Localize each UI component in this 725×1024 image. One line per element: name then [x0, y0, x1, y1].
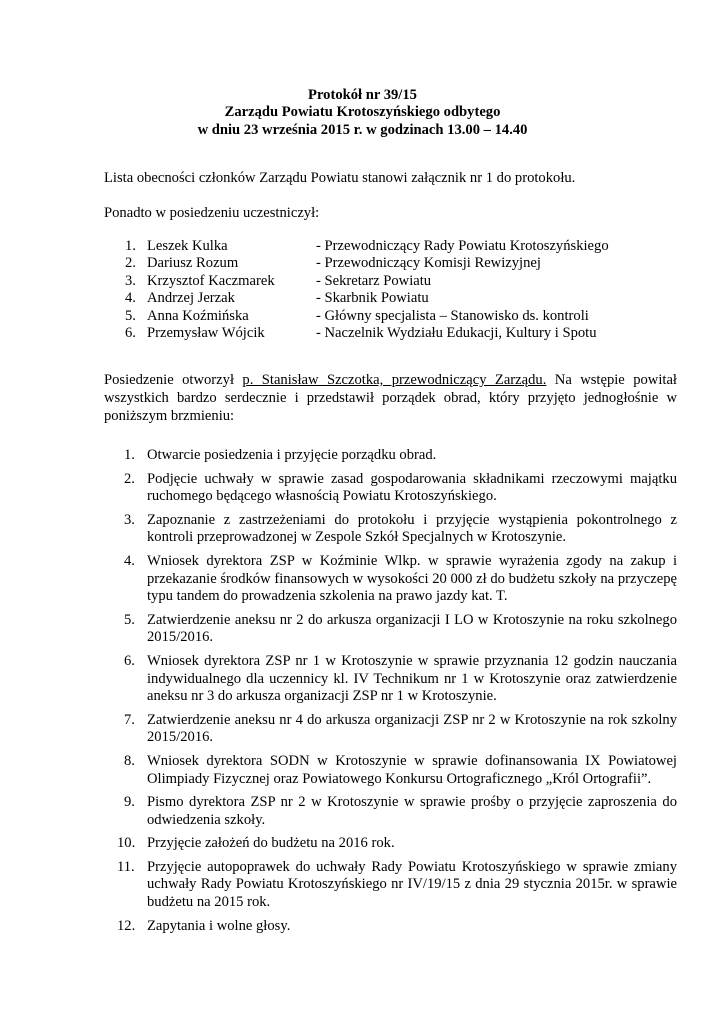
participant-row [104, 308, 677, 325]
participant-role: - Przewodniczący Komisji Rewizyjnej [316, 255, 541, 272]
participant-role: - Skarbnik Powiatu [316, 290, 429, 307]
participant-number: 5. [125, 307, 136, 324]
participant-number: 1. [125, 238, 136, 254]
agenda-text: Podjęcie uchwały w sprawie zasad gospodarowania składnikami rzeczowymi majątku ruchomego będącego własnością Powiatu Krotoszyńskiego. [147, 470, 677, 505]
agenda-text: Wniosek dyrektora ZSP nr 1 w Krotoszynie w sprawie przyznania 12 godzin nauczania indywidualnego dla uczennicy kl. IV Technikum nr 1 w Krotoszynie oraz zatwierdzenie aneksu nr 3 do arkusza organizacji ZSP nr 1 w Krotoszynie. [147, 652, 677, 705]
agenda-text: Przyjęcie autopoprawek do uchwały Rady Powiatu Krotoszyńskiego w sprawie zmiany uchwały Rady Powiatu Krotoszyńskiego nr IV/19/15 z dnia 29 stycznia 2015r. w sprawie budżetu na 2015 rok. [147, 858, 677, 911]
agenda-number: 2. [124, 470, 135, 487]
participant-name: Przemysław Wójcik [147, 324, 265, 341]
agenda-number: 8. [124, 752, 135, 769]
document-title [0, 87, 725, 139]
participants-list [104, 238, 677, 342]
agenda-item [104, 612, 677, 647]
agenda-number: 7. [124, 711, 135, 728]
participant-name: Dariusz Rozum [147, 255, 239, 272]
agenda-text: Zapytania i wolne głosy. [147, 917, 291, 934]
participant-row [104, 273, 677, 290]
agenda-text: Otwarcie posiedzenia i przyjęcie porządku obrad. [147, 447, 437, 463]
participant-role: - Główny specjalista – Stanowisko ds. kontroli [316, 307, 589, 324]
agenda-list [104, 447, 677, 941]
participant-name: Anna Koźmińska [147, 307, 249, 324]
title-line-3: w dniu 23 września 2015 r. w godzinach 13.00 – 14.40 [197, 121, 528, 138]
opening-text-pre: Posiedzenie otworzył [104, 372, 243, 388]
attendance-note: Lista obecności członków Zarządu Powiatu stanowi załącznik nr 1 do protokołu. [104, 170, 576, 186]
agenda-item [104, 553, 677, 606]
agenda-item [104, 835, 677, 853]
title-line-2: Zarządu Powiatu Krotoszyńskiego odbytego [224, 104, 501, 121]
agenda-number: 10. [117, 835, 136, 852]
agenda-item [104, 859, 677, 912]
opening-text-post: Na wstępie powitał wszystkich bardzo serdecznie i przedstawił porządek obrad, który przyjęto jednogłośnie w poniższym brzmieniu: [104, 372, 677, 424]
participant-number: 6. [125, 324, 136, 341]
participant-role: - Naczelnik Wydziału Edukacji, Kultury i Spotu [316, 324, 597, 341]
participant-number: 2. [125, 255, 136, 272]
agenda-item [104, 753, 677, 788]
agenda-item [104, 712, 677, 747]
agenda-number: 3. [124, 511, 135, 528]
chairman-name: p. Stanisław Szczotka, przewodniczący Zarządu. [242, 372, 547, 388]
title-line-1: Protokół nr 39/15 [308, 87, 417, 103]
agenda-text: Pismo dyrektora ZSP nr 2 w Krotoszynie w sprawie prośby o przyjęcie zaproszenia do odwiedzenia szkoły. [147, 794, 677, 828]
agenda-number: 12. [117, 917, 136, 934]
participant-row [104, 238, 677, 255]
agenda-text: Zapoznanie z zastrzeżeniami do protokołu i przyjęcie wystąpienia pokontrolnego z kontroli przeprowadzonej w Zespole Szkół Specjalnych w Krotoszynie. [147, 511, 677, 546]
agenda-item [104, 447, 677, 465]
participant-role: - Sekretarz Powiatu [316, 272, 432, 289]
participant-row [104, 290, 677, 307]
agenda-number: 1. [124, 447, 135, 463]
participant-row [104, 325, 677, 342]
agenda-number: 11. [117, 858, 135, 875]
participant-row [104, 255, 677, 272]
agenda-text: Wniosek dyrektora SODN w Krotoszynie w sprawie dofinansowania IX Powiatowej Olimpiady Fizycznej oraz Powiatowego Konkursu Ortograficznego „Król Ortografii”. [147, 752, 677, 787]
agenda-number: 5. [124, 611, 135, 628]
agenda-item [104, 653, 677, 706]
participant-name: Krzysztof Kaczmarek [147, 272, 275, 289]
participant-number: 4. [125, 290, 136, 307]
participant-name: Andrzej Jerzak [147, 290, 235, 307]
participants-intro: Ponadto w posiedzeniu uczestniczył: [104, 205, 320, 221]
agenda-text: Zatwierdzenie aneksu nr 4 do arkusza organizacji ZSP nr 2 w Krotoszynie na rok szkolny 2015/2016. [147, 711, 677, 746]
agenda-number: 4. [124, 552, 135, 569]
agenda-number: 9. [124, 794, 135, 811]
agenda-item [104, 918, 677, 936]
participant-number: 3. [125, 272, 136, 289]
participant-name: Leszek Kulka [147, 238, 228, 254]
agenda-item [104, 512, 677, 547]
agenda-text: Zatwierdzenie aneksu nr 2 do arkusza organizacji I LO w Krotoszynie na roku szkolnego 2015/2016. [147, 611, 677, 646]
agenda-item [104, 794, 677, 829]
participant-role: - Przewodniczący Rady Powiatu Krotoszyńskiego [316, 238, 609, 254]
agenda-text: Wniosek dyrektora ZSP w Koźminie Wlkp. w sprawie wyrażenia zgody na zakup i przekazanie środków finansowych w wysokości 20 000 zł do budżetu szkoły na przyczepę typu tandem do prowadzenia szkolenia na prawo jazdy kat. T. [147, 552, 677, 605]
agenda-number: 6. [124, 652, 135, 669]
agenda-item [104, 471, 677, 506]
opening-paragraph [104, 371, 677, 425]
agenda-text: Przyjęcie założeń do budżetu na 2016 rok. [147, 835, 395, 852]
